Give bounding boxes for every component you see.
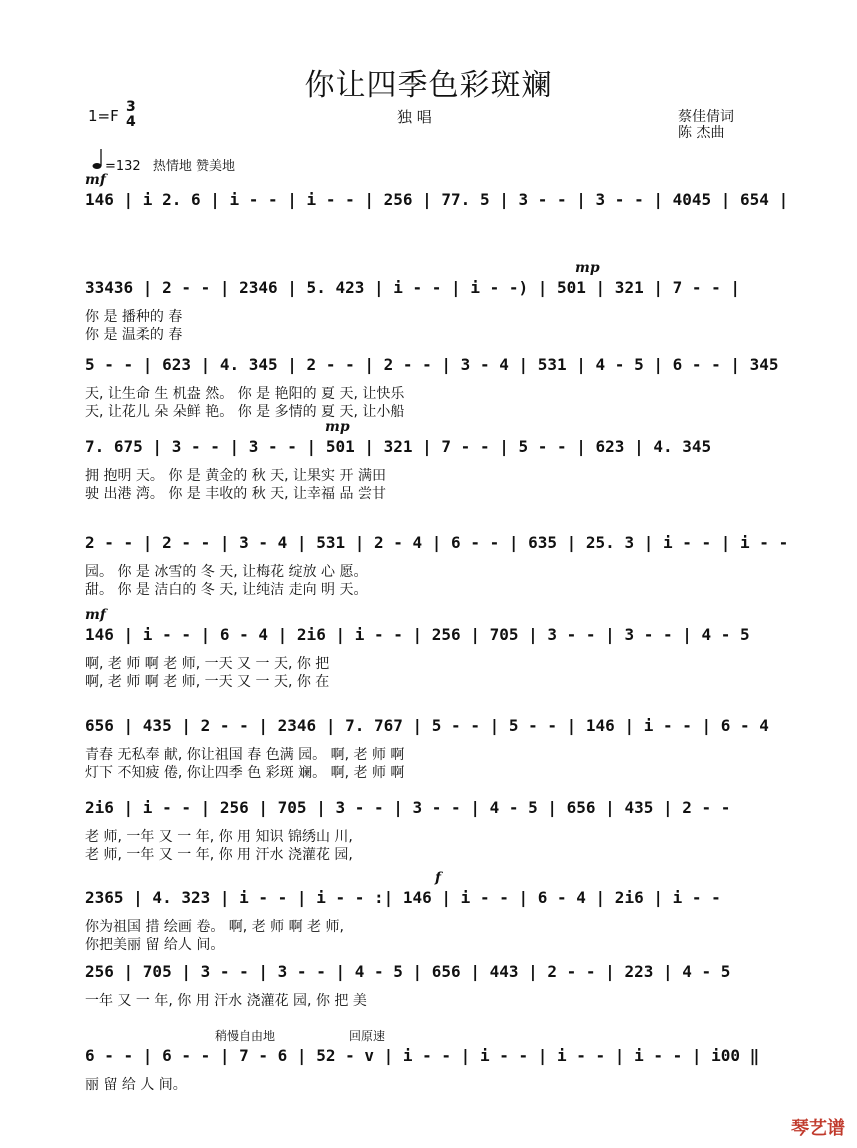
dynamic-marking: mp bbox=[575, 260, 600, 276]
tempo-value: =132 bbox=[105, 159, 141, 174]
beam-decoration bbox=[85, 533, 775, 563]
lyric-line: 丽 留 给 人 间。 bbox=[85, 1077, 187, 1093]
score-line bbox=[85, 870, 775, 953]
jianpu-measures: 2 - - | 2 - - | 3 - 4 | 531 | 2 - 4 | 6 - - | 635 | 25. 3 | i - - | i - - bbox=[85, 533, 789, 552]
dynamic-marking: f bbox=[435, 870, 442, 886]
jianpu-measures: 146 | i 2. 6 | i - - | i - - | 256 | 77. 5 | 3 - - | 3 - - | 4045 | 654 | bbox=[85, 190, 789, 209]
beam-decoration bbox=[85, 716, 775, 746]
beam-decoration bbox=[85, 798, 775, 828]
score-line bbox=[85, 716, 775, 781]
lyric-line: 你 是 播种的 春 bbox=[85, 309, 183, 325]
lyric-line: 老 师, 一年 又 一 年, 你 用 知识 锦绣山 川, bbox=[85, 829, 353, 845]
genre-label: 独 唱 bbox=[397, 108, 432, 126]
jianpu-measures: 2i6 | i - - | 256 | 705 | 3 - - | 3 - - | 4 - 5 | 656 | 435 | 2 - - bbox=[85, 798, 731, 817]
beam-decoration bbox=[85, 190, 775, 220]
time-sig-top: 3 bbox=[126, 99, 136, 115]
a-tempo-annotation: 回原速 bbox=[349, 1029, 386, 1043]
jianpu-measures: 656 | 435 | 2 - - | 2346 | 7. 767 | 5 - - | 5 - - | 146 | i - - | 6 - 4 bbox=[85, 716, 769, 735]
lyric-line: 园。 你 是 冰雪的 冬 天, 让梅花 绽放 心 愿。 bbox=[85, 564, 368, 580]
quarter-note-icon bbox=[92, 148, 104, 170]
tempo-marking bbox=[105, 155, 235, 174]
jianpu-measures: 2365 | 4. 323 | i - - | i - - :| 146 | i - - | 6 - 4 | 2i6 | i - - bbox=[85, 888, 721, 907]
beam-decoration bbox=[85, 625, 775, 655]
jianpu-measures: 6 - - | 6 - - | 7 - 6 | 52 - v | i - - | i - - | i - - | i - - | i00 ‖ bbox=[85, 1046, 760, 1065]
beam-decoration bbox=[85, 278, 775, 308]
lyric-line: 拥 抱明 天。 你 是 黄金的 秋 天, 让果实 开 满田 bbox=[85, 468, 386, 484]
jianpu-measures: 33436 | 2 - - | 2346 | 5. 423 | i - - | i - -) | 501 | 321 | 7 - - | bbox=[85, 278, 741, 297]
jianpu-measures: 5 - - | 623 | 4. 345 | 2 - - | 2 - - | 3 - 4 | 531 | 4 - 5 | 6 - - | 345 bbox=[85, 355, 779, 374]
time-sig-bottom: 4 bbox=[126, 114, 136, 130]
lyric-line: 天, 让生命 生 机盎 然。 你 是 艳阳的 夏 天, 让快乐 bbox=[85, 386, 405, 402]
lyric-line: 老 师, 一年 又 一 年, 你 用 汗水 浇灌花 园, bbox=[85, 847, 353, 863]
lyric-line: 啊, 老 师 啊 老 师, 一天 又 一 天, 你 在 bbox=[85, 674, 330, 690]
score-line bbox=[85, 355, 779, 420]
lyric-line: 驶 出港 湾。 你 是 丰收的 秋 天, 让幸福 品 尝甘 bbox=[85, 486, 386, 502]
score-line bbox=[85, 798, 775, 863]
page-title: 你让四季色彩斑斓 bbox=[304, 68, 553, 103]
score-line bbox=[85, 1046, 775, 1093]
expression-text: 热情地 赞美地 bbox=[152, 159, 235, 174]
composer: 陈 杰曲 bbox=[678, 125, 725, 141]
lyric-line: 你 是 温柔的 春 bbox=[85, 327, 183, 343]
dynamic-marking: mf bbox=[85, 607, 106, 623]
lyric-line: 你把美丽 留 给人 间。 bbox=[85, 937, 225, 953]
score-line bbox=[85, 172, 789, 220]
jianpu-measures: 146 | i - - | 6 - 4 | 2i6 | i - - | 256 | 705 | 3 - - | 3 - - | 4 - 5 bbox=[85, 625, 750, 644]
dynamic-marking: mf bbox=[85, 172, 106, 188]
site-watermark: 琴艺谱 bbox=[791, 1118, 845, 1139]
jianpu-measures: 256 | 705 | 3 - - | 3 - - | 4 - 5 | 656 | 443 | 2 - - | 223 | 4 - 5 bbox=[85, 962, 731, 981]
lyric-line: 啊, 老 师 啊 老 师, 一天 又 一 天, 你 把 bbox=[85, 656, 330, 672]
lyric-line: 一年 又 一 年, 你 用 汗水 浇灌花 园, 你 把 美 bbox=[85, 993, 367, 1009]
beam-decoration bbox=[85, 437, 775, 467]
score-line bbox=[85, 533, 789, 598]
score-line bbox=[85, 962, 775, 1009]
lyric-line: 灯下 不知疲 倦, 你让四季 色 彩斑 斓。 啊, 老 师 啊 bbox=[85, 765, 405, 781]
lyric-line: 甜。 你 是 洁白的 冬 天, 让纯洁 走向 明 天。 bbox=[85, 582, 368, 598]
score-line bbox=[85, 419, 775, 502]
jianpu-measures: 7. 675 | 3 - - | 3 - - | 501 | 321 | 7 - - | 5 - - | 623 | 4. 345 bbox=[85, 437, 712, 456]
lyricist: 蔡佳倩词 bbox=[678, 109, 734, 125]
lyric-line: 你为祖国 措 绘画 卷。 啊, 老 师 啊 老 师, bbox=[85, 919, 344, 935]
dynamic-marking: mp bbox=[325, 419, 350, 435]
score-line bbox=[85, 607, 775, 690]
beam-decoration bbox=[85, 962, 775, 992]
score-line bbox=[85, 260, 775, 343]
lyric-line: 青春 无私奉 献, 你让祖国 春 色满 园。 啊, 老 师 啊 bbox=[85, 747, 405, 763]
beam-decoration bbox=[85, 888, 775, 918]
beam-decoration bbox=[85, 355, 775, 385]
lyric-line: 天, 让花儿 朵 朵鲜 艳。 你 是 多情的 夏 天, 让小船 bbox=[85, 404, 405, 420]
time-signature bbox=[126, 100, 136, 130]
slower-annotation: 稍慢自由地 bbox=[215, 1029, 276, 1043]
beam-decoration bbox=[85, 1046, 775, 1076]
key-signature: 1=F bbox=[88, 107, 119, 125]
